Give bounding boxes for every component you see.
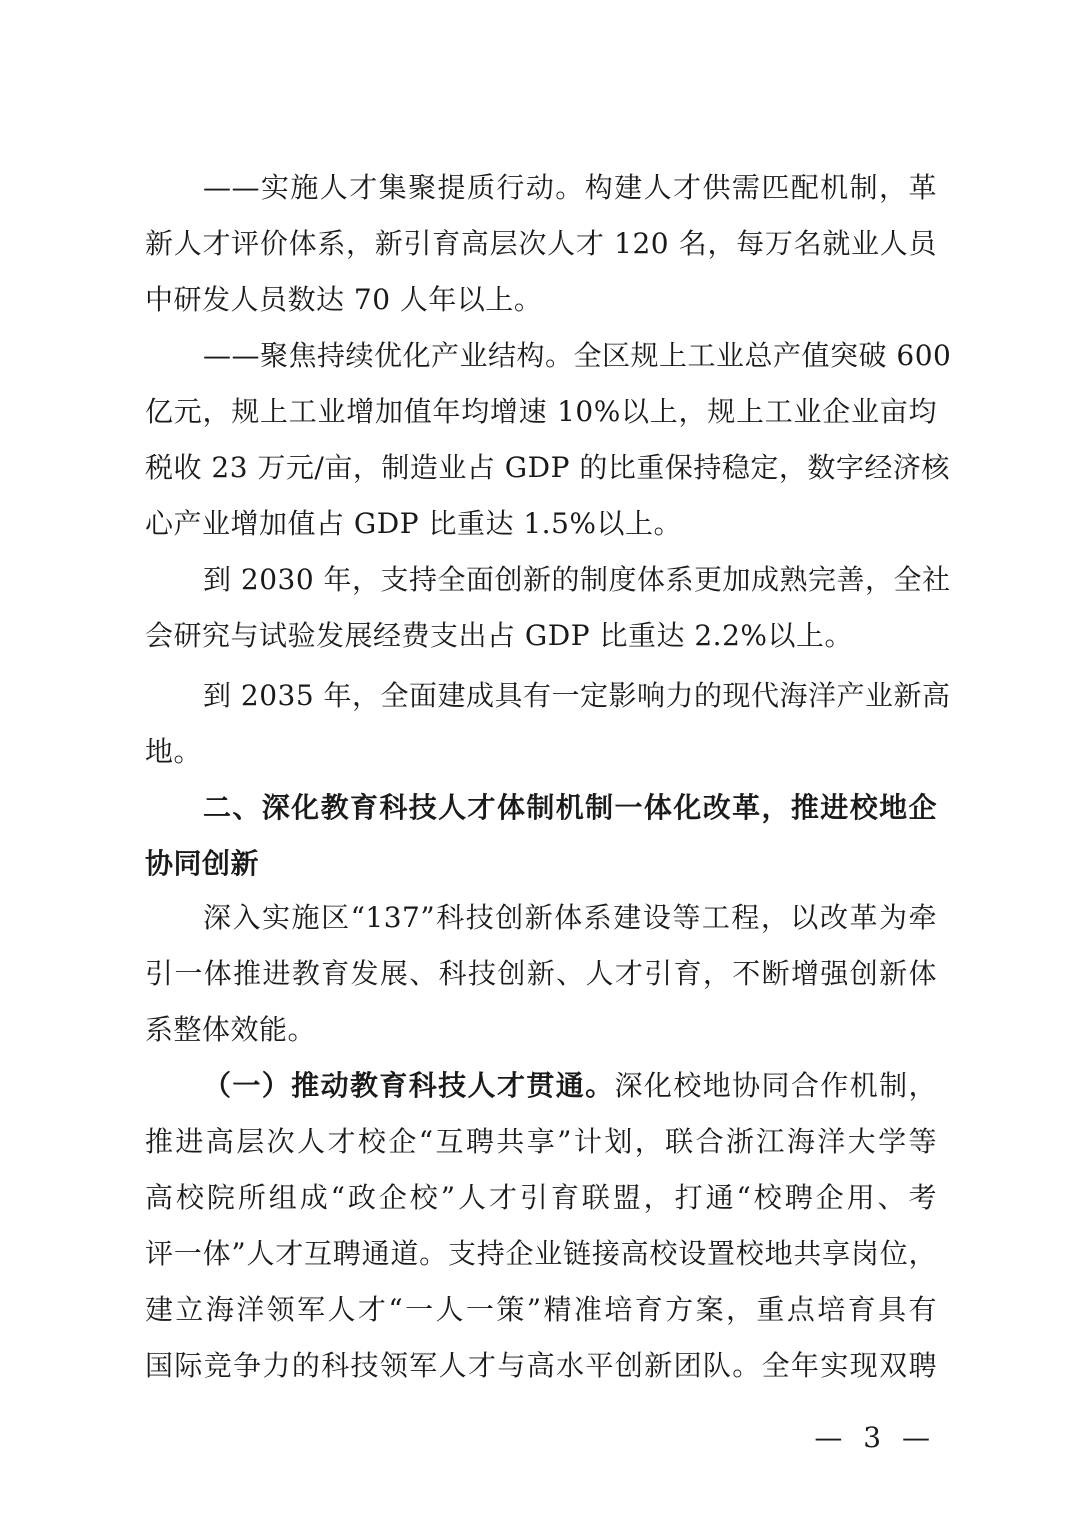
- paragraph-2-line-4: 心产业增加值占 GDP 比重达 1.5%以上。: [145, 507, 682, 540]
- paragraph-5-line-1: 深入实施区“137”科技创新体系建设等工程，以改革为牵: [203, 901, 937, 934]
- section-heading-line-1: 二、深化教育科技人才体制机制一体化改革，推进校地企: [203, 791, 937, 824]
- paragraph-2-line-1: ——聚焦持续优化产业结构。全区规上工业总产值突破 600: [203, 339, 952, 372]
- paragraph-4-line-1: 到 2035 年，全面建成具有一定影响力的现代海洋产业新高: [203, 679, 951, 712]
- paragraph-6-line-1: [203, 1058, 937, 1114]
- paragraph-1-line-3: 中研发人员数达 70 人年以上。: [145, 283, 543, 316]
- paragraph-5-line-3: 系整体效能。: [145, 1013, 317, 1046]
- paragraph-6-line-4: 评一体”人才互聘通道。支持企业链接高校设置校地共享岗位，: [145, 1237, 937, 1270]
- paragraph-6-line-6: 国际竞争力的科技领军人才与高水平创新团队。全年实现双聘: [145, 1349, 937, 1382]
- paragraph-4-line-2: 地。: [145, 735, 203, 768]
- paragraph-6-line-1-text: 深化校地协同合作机制，: [614, 1069, 937, 1102]
- page-number: — 3 —: [814, 1421, 936, 1454]
- subsection-title: （一）推动教育科技人才贯通。: [203, 1069, 615, 1102]
- paragraph-3-line-2: 会研究与试验发展经费支出占 GDP 比重达 2.2%以上。: [145, 619, 853, 652]
- paragraph-1-line-1: ——实施人才集聚提质行动。构建人才供需匹配机制，革: [203, 171, 937, 204]
- section-heading-line-2: 协同创新: [145, 847, 260, 880]
- paragraph-6-line-2: 推进高层次人才校企“互聘共享”计划，联合浙江海洋大学等: [145, 1125, 937, 1158]
- paragraph-3-line-1: 到 2030 年，支持全面创新的制度体系更加成熟完善，全社: [203, 563, 951, 596]
- paragraph-2-line-3: 税收 23 万元/亩，制造业占 GDP 的比重保持稳定，数字经济核: [145, 451, 950, 484]
- paragraph-6-line-3: 高校院所组成“政企校”人才引育联盟，打通“校聘企用、考: [145, 1181, 937, 1214]
- paragraph-2-line-2: 亿元，规上工业增加值年均增速 10%以上，规上工业企业亩均: [145, 395, 937, 428]
- paragraph-5-line-2: 引一体推进教育发展、科技创新、人才引育，不断增强创新体: [145, 957, 937, 990]
- paragraph-6-line-5: 建立海洋领军人才“一人一策”精准培育方案，重点培育具有: [145, 1293, 937, 1326]
- paragraph-1-line-2: 新人才评价体系，新引育高层次人才 120 名，每万名就业人员: [145, 227, 937, 260]
